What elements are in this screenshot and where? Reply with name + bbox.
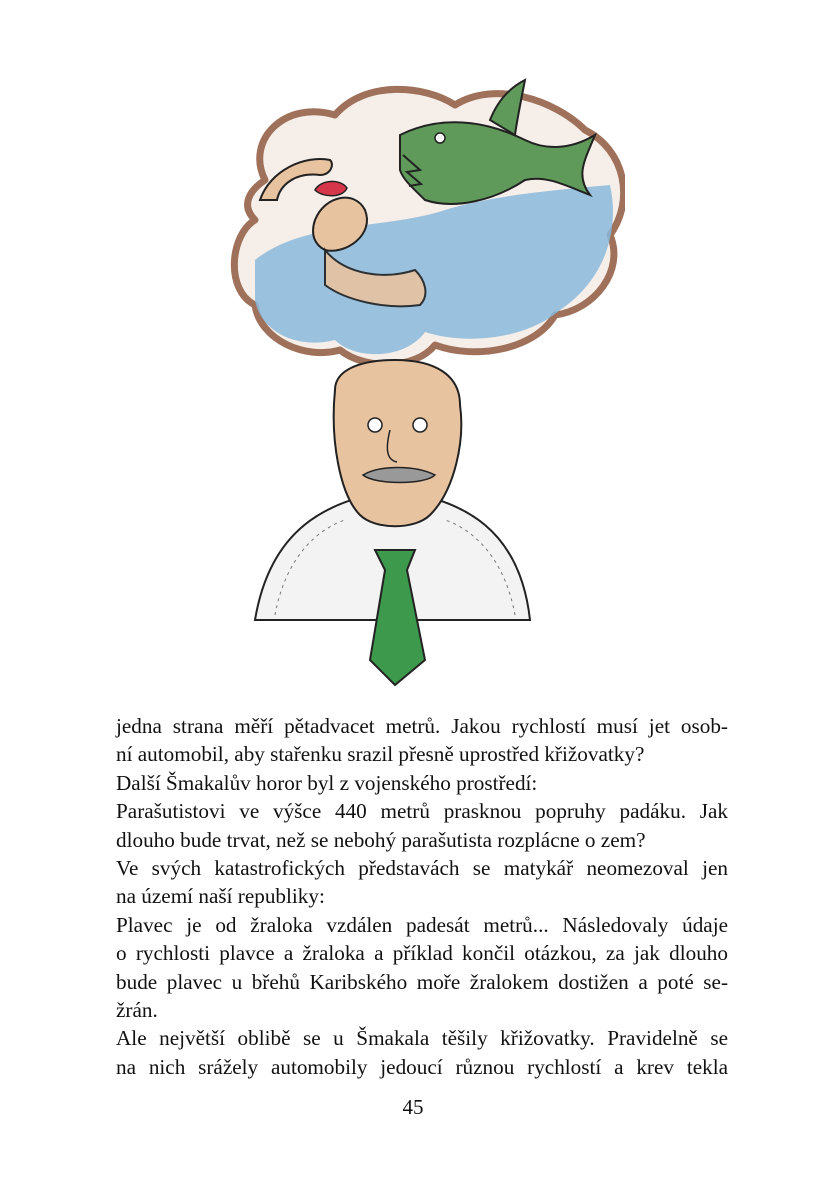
text-line: Plavec je od žraloka vzdálen padesát metrů... Následovaly údaje — [116, 912, 728, 937]
text-line: jedna strana měří pětadvacet metrů. Jakou rychlostí musí jet osob- — [116, 714, 728, 738]
text-line: na území naší republiky: — [116, 884, 325, 909]
text-line: dlouho bude trvat, než se nebohý parašutista rozplácne o zem? — [116, 827, 646, 852]
page-number: 45 — [402, 1095, 424, 1119]
text-line: žrán. — [116, 998, 158, 1023]
thought-bubble-illustration — [225, 60, 625, 700]
text-line: ní automobil, aby stařenku srazil přesně uprostřed křižovatky? — [116, 742, 645, 767]
text-line: Ve svých katastrofických představách se matykář neomezoval jen — [116, 856, 728, 881]
text-line: o rychlosti plavce a žraloka a příklad končil otázkou, za jak dlouho — [116, 941, 728, 966]
text-line: Další Šmakalův horor byl z vojenského prostředí: — [116, 770, 538, 795]
illustration — [225, 60, 625, 700]
man-with-tie — [255, 360, 530, 685]
text-line: Ale největší oblibě se u Šmakala těšily křižovatky. Pravidelně se — [116, 1026, 728, 1051]
body-text — [116, 712, 728, 1081]
text-line: na nich srážely automobily jedoucí různou rychlostí a krev tekla — [116, 1054, 728, 1079]
text-line: bude plavec u břehů Karibského moře žralokem dostižen a poté se- — [116, 969, 728, 994]
text-line: Parašutistovi ve výšce 440 metrů prasknou popruhy padáku. Jak — [116, 799, 728, 824]
